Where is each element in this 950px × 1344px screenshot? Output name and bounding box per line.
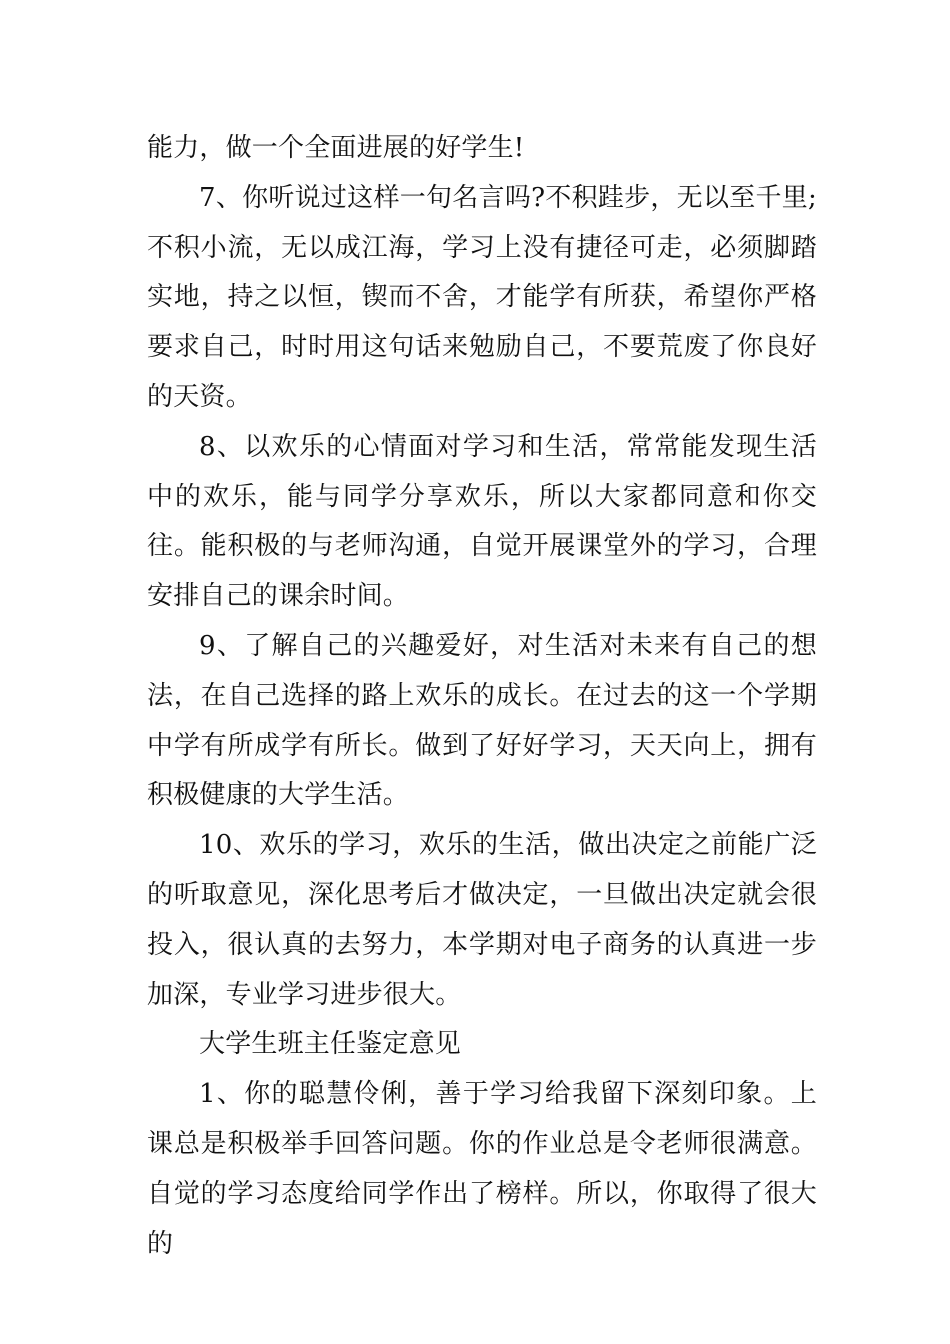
paragraph-item-7: 7、你听说过这样一句名言吗?不积跬步，无以至千里;不积小流，无以成江海，学习上没有捷径可走，必须脚踏实地，持之以恒，锲而不舍，才能学有所获，希望你严格要求自己，时时用这句话来勉励自己，不要荒废了你良好的天资。 bbox=[147, 182, 817, 412]
paragraph-item-10: 10、欢乐的学习，欢乐的生活，做出决定之前能广泛的听取意见，深化思考后才做决定，一旦做出决定就会很投入，很认真的去努力，本学期对电子商务的认真进一步加深，专业学习进步很大。 bbox=[147, 830, 817, 1010]
section-heading: 大学生班主任鉴定意见 bbox=[199, 1029, 462, 1060]
paragraph-item-8: 8、以欢乐的心情面对学习和生活，常常能发现生活中的欢乐，能与同学分享欢乐，所以大家都同意和你交往。能积极的与老师沟通，自觉开展课堂外的学习，合理安排自己的课余时间。 bbox=[147, 431, 817, 612]
section-paragraph-item-1: 1、你的聪慧伶俐，善于学习给我留下深刻印象。上课总是积极举手回答问题。你的作业总是令老师很满意。自觉的学习态度给同学作出了榜样。所以，你取得了很大的 bbox=[147, 1079, 817, 1259]
paragraph-item-9: 9、了解自己的兴趣爱好，对生活对未来有自己的想法，在自己选择的路上欢乐的成长。在过去的这一个学期中学有所成学有所长。做到了好好学习，天天向上，拥有积极健康的大学生活。 bbox=[147, 630, 817, 811]
document-body bbox=[147, 124, 817, 1269]
paragraph-continuation: 能力，做一个全面进展的好学生! bbox=[147, 133, 525, 163]
